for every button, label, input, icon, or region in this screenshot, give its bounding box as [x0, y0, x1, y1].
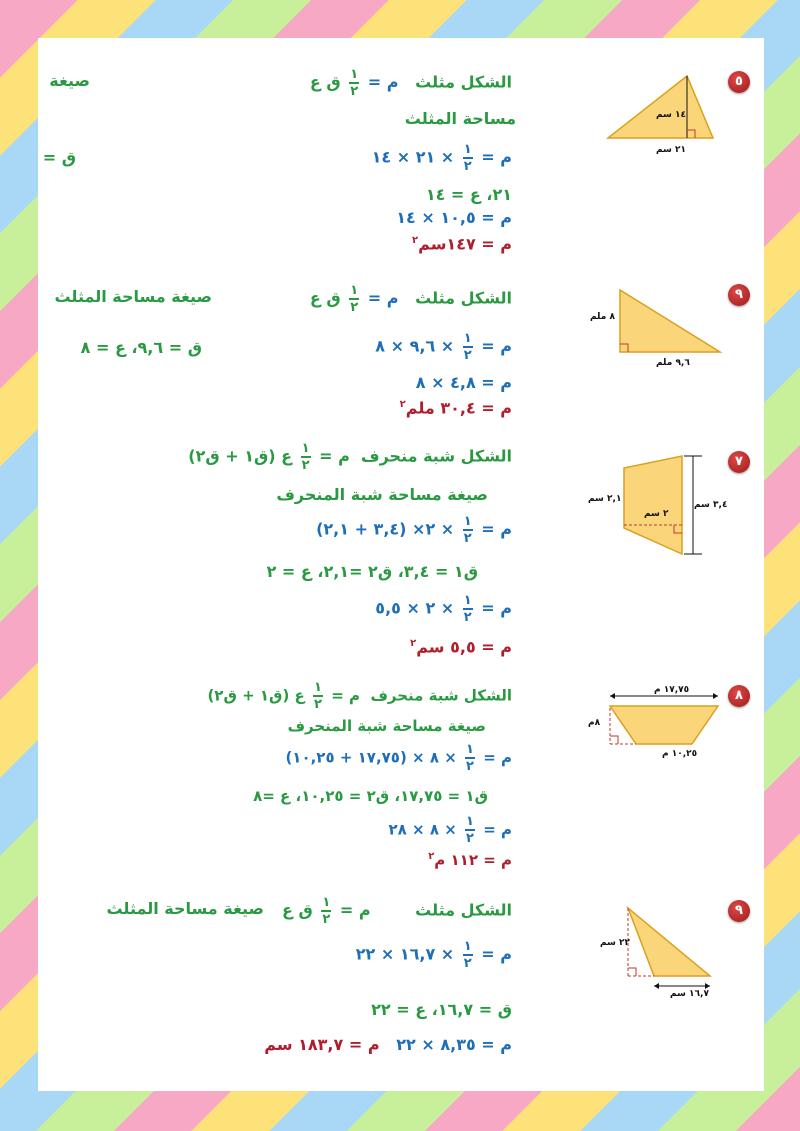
- formula-name: صيغة مساحة شبة المنحرف: [287, 717, 486, 735]
- simplified-line: م = ٤,٨ × ٨: [415, 373, 512, 392]
- simplified-line: م = ٨,٣٥ × ٢٢: [396, 1035, 512, 1054]
- fraction-half: $\frac{١}{٢}$: [463, 939, 472, 971]
- fraction-half: $\frac{١}{٢}$: [301, 441, 310, 473]
- fraction-half: $\frac{١}{٢}$: [350, 283, 359, 315]
- fraction-half: $\frac{١}{٢}$: [350, 67, 359, 99]
- formula-name: صيغة مساحة شبة المنحرف: [276, 485, 488, 504]
- area-symbol: م =: [339, 900, 371, 920]
- area-symbol: م =: [367, 72, 399, 92]
- base-label: ٩,٦ ملم: [656, 358, 690, 368]
- substitution-values: × ٩,٦ × ٨: [375, 336, 455, 356]
- fraction-half: $\frac{١}{٢}$: [463, 142, 472, 174]
- triangle-figure: [603, 68, 723, 193]
- shape-name-line: [310, 284, 512, 314]
- bottom-base-label: ١٠,٢٥ م: [662, 749, 698, 759]
- right-side-label: ٣,٤ سم: [694, 500, 728, 510]
- fraction-half: $\frac{١}{٢}$: [463, 331, 472, 363]
- formula-label: صيغة: [49, 71, 90, 90]
- simplified-line: [389, 815, 512, 845]
- right-triangle-figure: [616, 288, 726, 358]
- shape-name-line: [310, 68, 512, 98]
- problem-number-badge: ٩: [728, 284, 750, 306]
- area-symbol: م =: [331, 686, 360, 705]
- final-answer: م = ٥,٥ سم$^٢$: [410, 637, 512, 657]
- fraction-half: $\frac{١}{٢}$: [463, 514, 472, 546]
- shape-name: الشكل شبة منحرف: [370, 686, 512, 705]
- shape-name: الشكل مثلث: [415, 72, 512, 92]
- shape-name: الشكل مثلث: [415, 288, 512, 308]
- given-values: ق١ = ٣,٤، ق٢ =٢,١، ع = ٢: [266, 562, 478, 581]
- shape-name-line: [282, 896, 512, 926]
- base-label: ٢١ سم: [656, 145, 687, 155]
- base-label: ١٦,٧ سم: [670, 989, 709, 999]
- final-answer: م = ٣٠,٤ ملم$^٢$: [399, 398, 512, 418]
- substitution-values: × ٨ × ٢٨: [388, 820, 457, 839]
- substitution-line: [372, 143, 512, 173]
- given-values: ٢١، ع = ١٤: [425, 185, 512, 204]
- substitution-line: [375, 332, 512, 362]
- substitution-values: × ٢ × ٥,٥: [375, 598, 455, 618]
- area-symbol: م =: [367, 288, 399, 308]
- area-symbol: م =: [319, 446, 350, 466]
- problem-number-badge: ٥: [728, 71, 750, 93]
- substitution-line: [285, 743, 512, 773]
- given-values: ق١ = ١٧,٧٥، ق٢ = ١٠,٢٥، ع =٨: [253, 787, 488, 805]
- fraction-half: $\frac{١}{٢}$: [314, 680, 322, 712]
- formula-variables: ق ع: [309, 72, 341, 92]
- height-label: ١٤ سم: [656, 110, 687, 120]
- substitution-values: × ١٦,٧ × ٢٢: [355, 944, 455, 964]
- area-symbol: م =: [481, 336, 512, 356]
- side-label: ٨ ملم: [590, 312, 615, 322]
- given-values: ق = ٩,٦، ع = ٨: [80, 338, 202, 357]
- area-symbol: م =: [481, 944, 512, 964]
- base-equals: ق =: [42, 148, 76, 167]
- area-symbol: م =: [483, 748, 512, 767]
- fraction-half: $\frac{١}{٢}$: [466, 814, 474, 846]
- height-label: ٢٢ سم: [600, 938, 631, 948]
- final-answer: م = ١١٢ م$^٢$: [428, 851, 512, 869]
- shape-name: الشكل شبة منحرف: [361, 446, 512, 466]
- left-side-label: ٢,١ سم: [588, 494, 622, 504]
- problem-number-badge: ٩: [728, 900, 750, 922]
- formula-name: صيغة مساحة المثلث: [106, 899, 264, 918]
- substitution-values: × ٢× (٣,٤ + ٢,١): [316, 519, 455, 539]
- fraction-half: $\frac{١}{٢}$: [463, 593, 472, 625]
- trapezoid-figure: [606, 686, 726, 756]
- shape-name-line: [207, 681, 512, 711]
- area-symbol: م =: [481, 147, 512, 167]
- given-values: ق = ١٦,٧، ع = ٢٢: [371, 1000, 512, 1019]
- formula-variables: ق ع: [309, 288, 341, 308]
- fraction-half: $\frac{١}{٢}$: [466, 742, 474, 774]
- shape-name-line: [188, 442, 512, 472]
- formula-name: مساحة المثلث: [404, 109, 516, 128]
- formula-variables: ع (ق١ + ق٢): [188, 446, 293, 466]
- substitution-line: [356, 940, 512, 970]
- formula-name: صيغة مساحة المثلث: [54, 287, 212, 306]
- substitution-line: [316, 515, 512, 545]
- fraction-half: $\frac{١}{٢}$: [322, 895, 331, 927]
- problem-number-badge: ٨: [728, 685, 750, 707]
- area-symbol: م =: [481, 519, 512, 539]
- top-base-label: ١٧,٧٥ م: [654, 685, 690, 695]
- answer-value: م = ١٨٣,٧ سم: [264, 1035, 380, 1054]
- substitution-values: × ٨ × (١٧,٧٥ + ١٠,٢٥): [285, 748, 457, 767]
- simplified-line: م = ١٠,٥ × ١٤: [396, 208, 512, 227]
- problem-number-badge: ٧: [728, 451, 750, 473]
- height-label: ٨م: [588, 718, 601, 728]
- area-symbol: م =: [481, 598, 512, 618]
- worksheet-page: [38, 38, 764, 1091]
- formula-variables: ق ع: [281, 900, 313, 920]
- formula-variables: ع (ق١ + ق٢): [207, 686, 305, 705]
- final-answer: [264, 1037, 512, 1053]
- shape-name: الشكل مثلث: [415, 900, 512, 920]
- area-symbol: م =: [483, 820, 512, 839]
- height-label: ٢ سم: [644, 509, 669, 519]
- final-answer: م = ١٤٧سم$^٢$: [412, 234, 512, 254]
- substitution-values: × ٢١ × ١٤: [371, 147, 455, 167]
- simplified-line: [375, 594, 512, 624]
